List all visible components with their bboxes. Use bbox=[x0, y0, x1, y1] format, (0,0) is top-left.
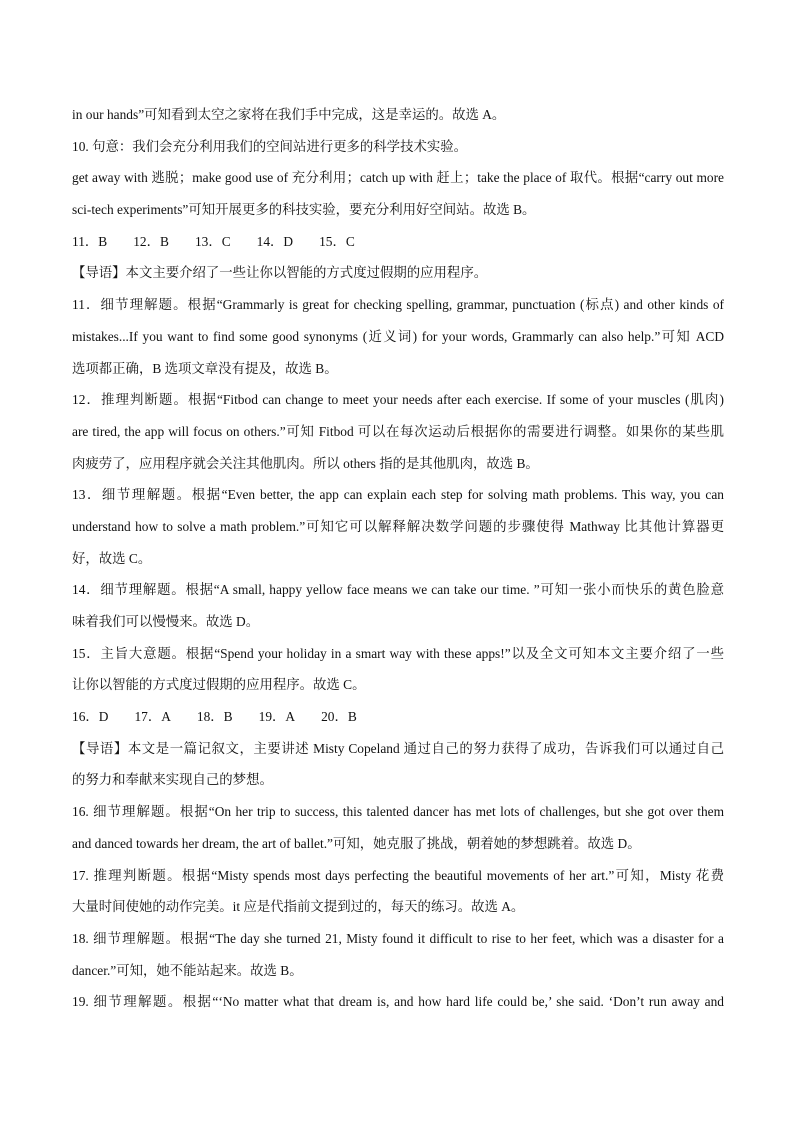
answer-key-item: 17．A bbox=[134, 709, 171, 725]
answer-explanations bbox=[72, 99, 724, 1018]
text-line: 的努力和奉献来实现自己的梦想。 bbox=[72, 772, 273, 788]
text-line: mistakes...If you want to find some good synonyms (近义词) for your words, Grammarly can also help.”可知 ACD bbox=[72, 328, 724, 344]
text-line: 19. 细节理解题。根据“‘No matter what that dream is, and how hard life could be,’ she said. ‘Don’t run away and bbox=[72, 994, 724, 1010]
text-line: 【导语】本文主要介绍了一些让你以智能的方式度过假期的应用程序。 bbox=[72, 265, 488, 281]
answer-key-item: 14．D bbox=[256, 233, 294, 249]
text-line: 14．细节理解题。根据“A small, happy yellow face means we can take our time. ”可知一张小而快乐的黄色脸意 bbox=[72, 582, 724, 598]
text-line: and danced towards her dream, the art of ballet.”可知，她克服了挑战，朝着她的梦想跳着。故选 D。 bbox=[72, 835, 641, 851]
answer-key-item: 19．A bbox=[258, 709, 296, 725]
answer-key-row bbox=[72, 226, 724, 258]
text-line: 让你以智能的方式度过假期的应用程序。故选 C。 bbox=[72, 677, 366, 693]
text-line: understand how to solve a math problem.”可知它可以解释解决数学问题的步骤使得 Mathway 比其他计算器更 bbox=[72, 518, 724, 534]
answer-key-item: 16．D bbox=[72, 709, 109, 725]
text-line: 选项都正确，B 选项文章没有提及，故选 B。 bbox=[72, 360, 338, 376]
text-line: in our hands”可知看到太空之家将在我们手中完成，这是幸运的。故选 A。 bbox=[72, 107, 506, 122]
text-line: 肉疲劳了，应用程序就会关注其他肌肉。所以 others 指的是其他肌肉，故选 B。 bbox=[72, 455, 539, 471]
answer-key-row bbox=[72, 701, 724, 733]
text-line: 【导语】本文是一篇记叙文，主要讲述 Misty Copeland 通过自己的努力获得了成功，告诉我们可以通过自己 bbox=[72, 740, 724, 756]
text-line: 17. 推理判断题。根据“Misty spends most days perfecting the beautiful movements of her art.”可知，Misty 花费 bbox=[72, 867, 724, 883]
text-line: 味着我们可以慢慢来。故选 D。 bbox=[72, 614, 260, 629]
text-line: are tired, the app will focus on others.”可知 Fitbod 可以在每次运动后根据你的需要进行调整。如果你的某些肌 bbox=[72, 423, 724, 439]
answer-key-item: 11．B bbox=[72, 233, 108, 249]
answer-key-item: 13．C bbox=[194, 233, 231, 249]
text-line: 18. 细节理解题。根据“The day she turned 21, Misty found it difficult to rise to her feet, which was a disaster for a bbox=[72, 930, 724, 946]
text-line: get away with 逃脱；make good use of 充分利用；catch up with 赶上；take the place of 取代。根据“carry out more bbox=[72, 170, 724, 186]
text-line: 10. 句意：我们会充分利用我们的空间站进行更多的科学技术实验。 bbox=[72, 138, 468, 154]
answer-key-item: 15．C bbox=[319, 233, 355, 249]
text-line: dancer.”可知，她不能站起来。故选 B。 bbox=[72, 962, 303, 978]
text-line: 11．细节理解题。根据“Grammarly is great for checking spelling, grammar, punctuation (标点) and other kinds of bbox=[72, 297, 724, 313]
text-line: 好，故选 C。 bbox=[72, 550, 152, 566]
answer-key-item: 20．B bbox=[321, 709, 357, 725]
text-line: 13．细节理解题。根据“Even better, the app can explain each step for solving math problems. This way, you can bbox=[72, 487, 724, 503]
text-line: 大量时间使她的动作完美。it 应是代指前文提到过的，每天的练习。故选 A。 bbox=[72, 899, 525, 915]
text-line: 12．推理判断题。根据“Fitbod can change to meet your needs after each exercise. If some of your muscles (肌肉) bbox=[72, 392, 724, 408]
answer-key-item: 12．B bbox=[133, 233, 169, 249]
text-line: sci-tech experiments”可知开展更多的科技实验，要充分利用好空间站。故选 B。 bbox=[72, 202, 536, 218]
text-line: 16. 细节理解题。根据“On her trip to success, this talented dancer has met lots of challenges, but she got over them bbox=[72, 804, 724, 820]
answer-key-item: 18．B bbox=[196, 709, 233, 725]
text-line: 15．主旨大意题。根据“Spend your holiday in a smart way with these apps!”以及全文可知本文主要介绍了一些 bbox=[72, 645, 724, 661]
